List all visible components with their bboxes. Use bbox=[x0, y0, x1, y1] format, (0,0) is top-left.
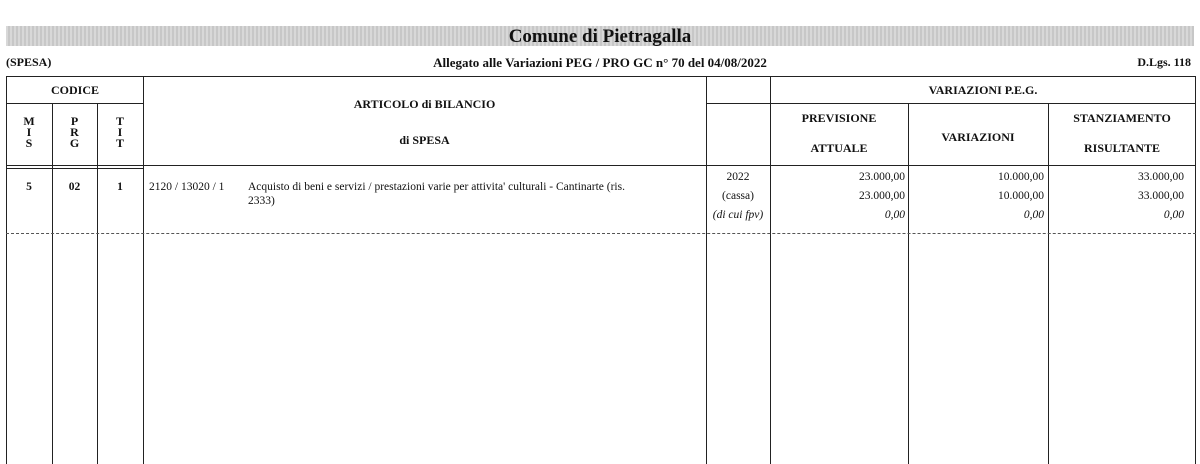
stanziamento-value: 33.000,00 bbox=[1138, 171, 1184, 183]
header-articolo-sub: di SPESA bbox=[399, 133, 450, 147]
row-separator-dashed bbox=[6, 233, 1196, 234]
stanziamento-value: 33.000,00 bbox=[1138, 190, 1184, 202]
row-article-code: 2120 / 13020 / 1 bbox=[149, 181, 225, 193]
header-mis-char: M bbox=[23, 114, 35, 128]
header-previsione-sub: ATTUALE bbox=[810, 141, 868, 155]
row-mis: 5 bbox=[26, 181, 32, 193]
section-label: (SPESA) bbox=[6, 55, 52, 69]
variazioni-divider bbox=[770, 103, 1196, 104]
header-mis-char: S bbox=[25, 136, 33, 150]
row-label-year: 2022 bbox=[726, 171, 750, 183]
col-divider-label bbox=[770, 76, 771, 464]
row-description: Acquisto di beni e servizi / prestazioni varie per attivita' culturali - Cantinarte (ris. bbox=[248, 181, 625, 193]
header-mis bbox=[6, 116, 52, 149]
header-tit-char: T bbox=[115, 136, 124, 150]
variazioni-value: 0,00 bbox=[1023, 209, 1044, 221]
document-title: Comune di Pietragalla bbox=[508, 26, 692, 47]
header-previsione: PREVISIONE bbox=[801, 111, 877, 125]
col-divider-previsione bbox=[908, 103, 909, 464]
row-label-fpv: (di cui fpv) bbox=[712, 209, 764, 221]
row-tit: 1 bbox=[117, 181, 123, 193]
document-subtitle: Allegato alle Variazioni PEG / PRO GC n° 70 del 04/08/2022 bbox=[433, 55, 767, 70]
header-prg-char: R bbox=[70, 125, 79, 139]
col-divider-variazioni bbox=[1048, 103, 1049, 464]
header-prg bbox=[52, 116, 97, 149]
header-codice: CODICE bbox=[50, 83, 99, 97]
header-stanziamento-sub: RISULTANTE bbox=[1083, 141, 1161, 155]
codice-double-line bbox=[6, 168, 144, 169]
col-divider-mis bbox=[52, 103, 53, 464]
header-mis-char: I bbox=[26, 125, 32, 139]
header-prg-char: P bbox=[70, 114, 79, 128]
header-bottom-border bbox=[6, 165, 1196, 166]
header-tit bbox=[97, 116, 143, 149]
variazioni-value: 10.000,00 bbox=[998, 171, 1044, 183]
table-right-border bbox=[1195, 76, 1196, 464]
row-description-cont: 2333) bbox=[248, 195, 275, 207]
col-divider-articolo bbox=[706, 76, 707, 464]
previsione-value: 23.000,00 bbox=[859, 171, 905, 183]
col-divider-prg bbox=[97, 103, 98, 464]
header-tit-char: T bbox=[115, 114, 124, 128]
header-tit-char: I bbox=[117, 125, 123, 139]
variazioni-value: 10.000,00 bbox=[998, 190, 1044, 202]
row-label-cassa: (cassa) bbox=[722, 190, 754, 202]
label-col-divider bbox=[706, 103, 770, 104]
stanziamento-value: 0,00 bbox=[1163, 209, 1184, 221]
header-stanziamento: STANZIAMENTO bbox=[1073, 111, 1171, 125]
row-prg: 02 bbox=[68, 181, 81, 193]
header-variazioni: VARIAZIONI bbox=[941, 130, 1015, 144]
previsione-value: 23.000,00 bbox=[859, 190, 905, 202]
header-articolo: ARTICOLO di BILANCIO bbox=[353, 97, 496, 111]
codice-divider bbox=[6, 103, 144, 104]
header-prg-char: G bbox=[69, 136, 80, 150]
header-variazioni-peg: VARIAZIONI P.E.G. bbox=[928, 83, 1038, 97]
previsione-value: 0,00 bbox=[884, 209, 905, 221]
table-top-border bbox=[6, 76, 1196, 77]
law-reference: D.Lgs. 118 bbox=[1137, 55, 1191, 69]
